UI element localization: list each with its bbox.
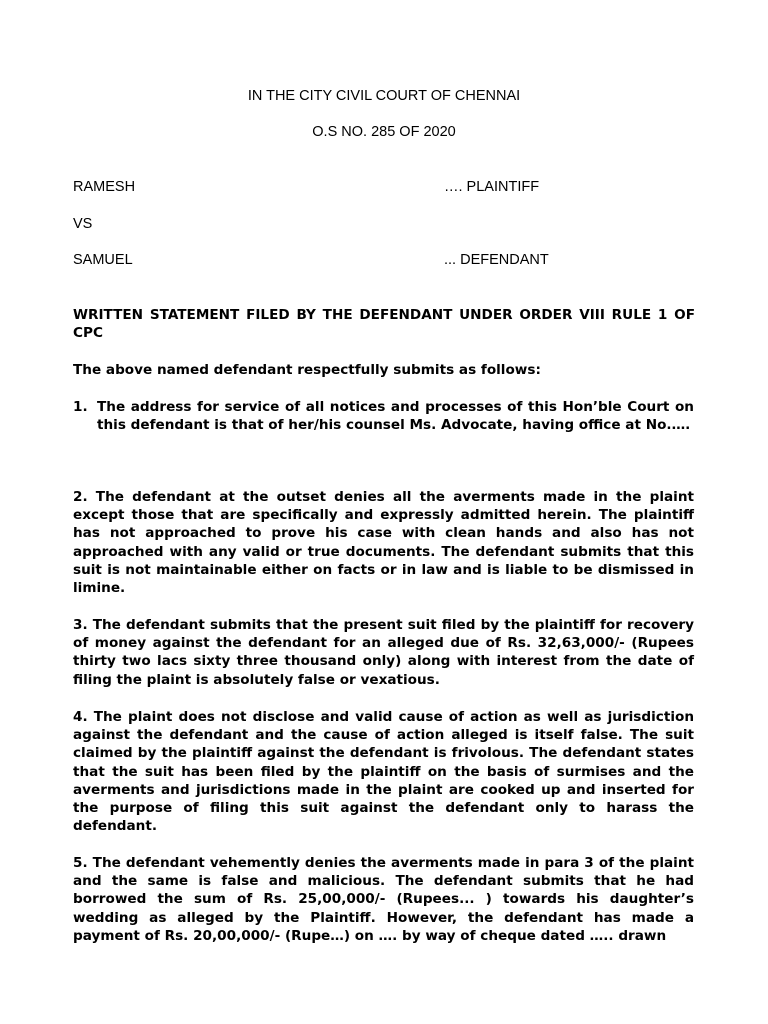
plaintiff-role: …. PLAINTIFF <box>444 179 540 195</box>
versus-label: VS <box>73 216 93 232</box>
paragraph-1 <box>73 398 694 434</box>
paragraph-1-number: 1. <box>73 399 88 415</box>
document-title: WRITTEN STATEMENT FILED BY THE DEFENDANT UNDER ORDER VIII RULE 1 OF CPC <box>73 307 695 342</box>
paragraph-1-text: The address for service of all notices and processes of this Hon’ble Court on this defendant is that of her/his counsel Ms. Advocate, having office at No.…. <box>97 399 694 434</box>
intro-statement: The above named defendant respectfully submits as follows: <box>73 362 541 378</box>
court-heading: IN THE CITY CIVIL COURT OF CHENNAI <box>247 88 521 104</box>
defendant-name: SAMUEL <box>73 252 133 268</box>
paragraph-4: 4. The plaint does not disclose and valid cause of action as well as jurisdiction against the defendant and the cause of action alleged is itself false. The suit claimed by the plaintiff against the defendant is frivolous. The defendant states that the suit has been filed by the plaintiff on the basis of surmises and the averments and jurisdictions made in the plaint are cooked up and inserted for the purpose of filing this suit against the defendant only to harass the defendant. <box>73 709 694 835</box>
paragraph-3: 3. The defendant submits that the present suit filed by the plaintiff for recovery of money against the defendant for an alleged due of Rs. 32,63,000/- (Rupees thirty two lacs sixty three thousand only) along with interest from the date of filing the plaint is absolutely false or vexatious. <box>73 617 694 688</box>
defendant-role: ... DEFENDANT <box>444 252 549 268</box>
paragraph-2: 2. The defendant at the outset denies all the averments made in the plaint except those that are specifically and expressly admitted herein. The plaintiff has not approached to prove his case with clean hands and also has not approached with any valid or true documents. The defendant submits that this suit is not maintainable either on facts or in law and is liable to be dismissed in limine. <box>73 489 694 597</box>
paragraph-5: 5. The defendant vehemently denies the averments made in para 3 of the plaint and the same is false and malicious. The defendant submits that he had borrowed the sum of Rs. 25,00,000/- (Rupees... ) towards his daughter’s wedding as alleged by the Plaintiff. However, the defendant has made a payment of Rs. 20,00,000/- (Rupe…) on …. by way of cheque dated ….. drawn <box>73 855 694 944</box>
plaintiff-name: RAMESH <box>73 179 136 195</box>
case-number: O.S NO. 285 OF 2020 <box>312 124 456 140</box>
